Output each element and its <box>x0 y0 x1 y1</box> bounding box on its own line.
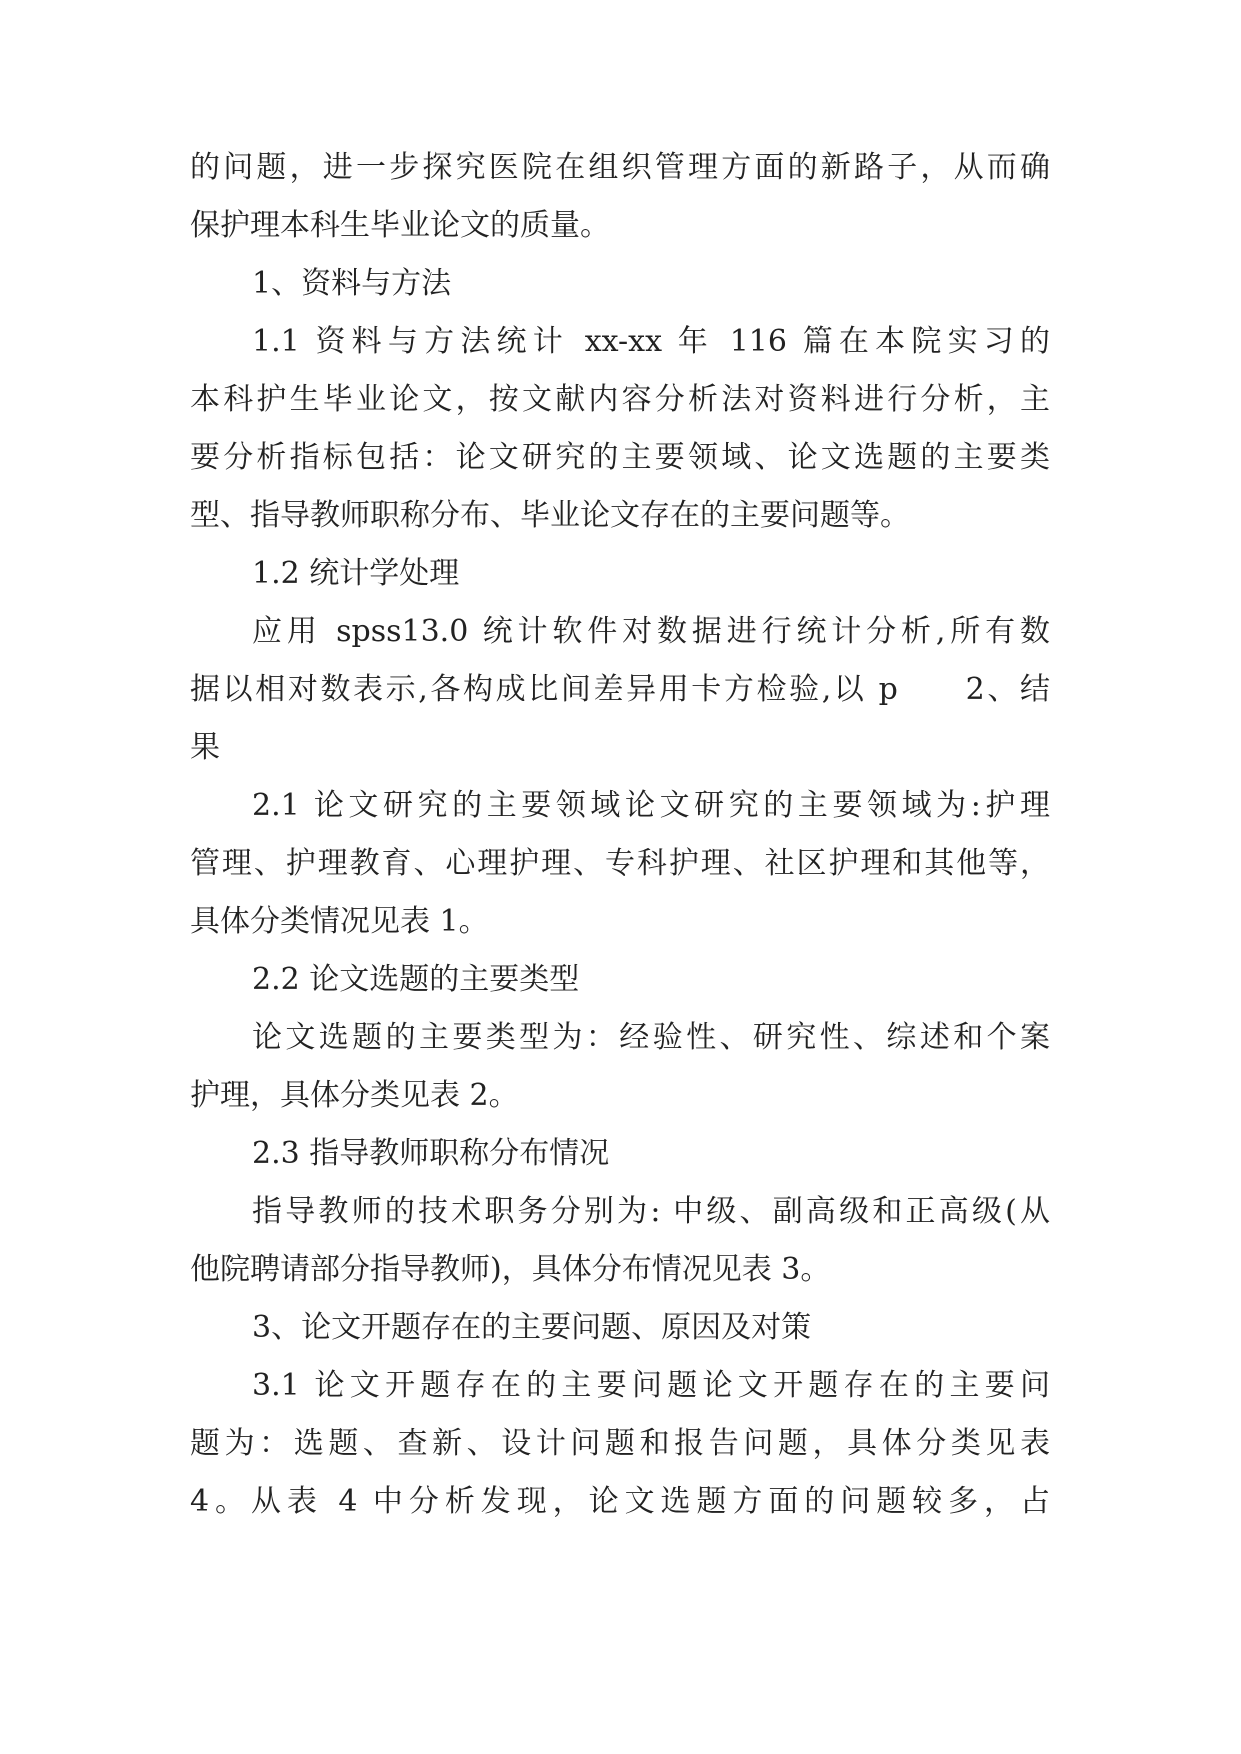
text-line: 具体分类情况见表 1。 <box>190 904 489 939</box>
text-line: 应用 spss13.0 统计软件对数据进行统计分析,所有数 <box>252 614 1050 649</box>
section-heading: 1、资料与方法 <box>252 266 452 301</box>
text-line: 据以相对数表示,各构成比间差异用卡方检验,以 p 2、结 <box>190 672 1050 707</box>
subsection-heading: 2.2 论文选题的主要类型 <box>252 962 580 997</box>
text-line: 本科护生毕业论文，按文献内容分析法对资料进行分析，主 <box>190 382 1050 417</box>
text-line: 护理，具体分类见表 2。 <box>190 1078 519 1113</box>
text-line: 指导教师的技术职务分别为: 中级、副高级和正高级(从 <box>252 1194 1050 1229</box>
section-heading: 3、论文开题存在的主要问题、原因及对策 <box>252 1310 812 1345</box>
subsection-heading: 3.1 论文开题存在的主要问题论文开题存在的主要问 <box>252 1368 1050 1403</box>
text-line: 的问题，进一步探究医院在组织管理方面的新路子，从而确 <box>190 150 1050 185</box>
subsection-heading: 2.3 指导教师职称分布情况 <box>252 1136 610 1171</box>
text-line: 题为：选题、查新、设计问题和报告问题，具体分类见表 <box>190 1426 1050 1461</box>
text-line: 论文选题的主要类型为：经验性、研究性、综述和个案 <box>252 1020 1050 1055</box>
text-line: 要分析指标包括：论文研究的主要领域、论文选题的主要类 <box>190 440 1050 475</box>
text-line: 他院聘请部分指导教师)，具体分布情况见表 3。 <box>190 1252 831 1287</box>
subsection-heading: 1.1 资料与方法统计 xx-xx 年 116 篇在本院实习的 <box>252 324 1050 359</box>
text-line: 4。从表 4 中分析发现，论文选题方面的问题较多，占 <box>190 1484 1050 1519</box>
text-line: 果 <box>190 730 220 765</box>
subsection-heading: 2.1 论文研究的主要领域论文研究的主要领域为:护理 <box>252 788 1050 823</box>
subsection-heading: 1.2 统计学处理 <box>252 556 460 591</box>
text-line: 管理、护理教育、心理护理、专科护理、社区护理和其他等， <box>190 846 1050 881</box>
text-line: 型、指导教师职称分布、毕业论文存在的主要问题等。 <box>190 498 910 533</box>
text-line: 保护理本科生毕业论文的质量。 <box>190 208 610 243</box>
